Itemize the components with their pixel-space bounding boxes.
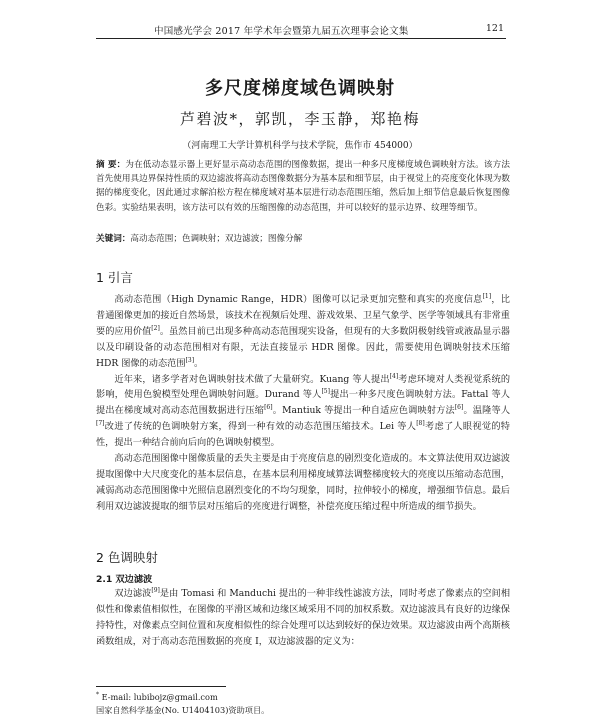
section-heading-tone-mapping: 2 色调映射: [96, 550, 158, 565]
section-heading-intro: 1 引言: [96, 270, 133, 285]
abstract-label: 摘 要：: [96, 160, 126, 170]
abstract-text: 为在低动态显示器上更好显示高动态范围的图像数据，提出一种多尺度梯度域色调映射方法。该方法首先使用具边界保持性质的双边滤波将高动态图像数据分为基本层和细节层，由于视觉上的亮度变化体现为数据的梯度变化，因此通过求解泊松方程在梯度域对基本层进行动态范围压缩，然后加上细节信息最后恢复图像色彩。实验结果表明，该方法可以有效的压缩图像的动态范围，并可以较好的显示边界、纹理等细节。: [96, 160, 510, 213]
citation: [4]: [389, 372, 399, 380]
intro-paragraph-1: 高动态范围（High Dynamic Range，HDR）图像可以记录更加完整和真实的亮度信息[1]，比普通图像更加的接近自然场景，该技术在视频后处理、游戏效果、卫星气象学、医学等领域具有非常重要的应用价值[2]。虽然目前已出现多种高动态范围现实设备，但现有的大多数阴极射线管或液晶显示器以及印刷设备的动态范围相对有限，无法直接显示 HDR 图像。因此，需要使用色调映射技术压缩 HDR 图像的动态范围[3]。: [96, 292, 510, 369]
keywords-text: 高动态范围；色调映射；双边滤波；图像分解: [130, 234, 303, 244]
paper-title: 多尺度梯度域色调映射: [205, 78, 395, 99]
citation: [1]: [482, 292, 492, 300]
page-number: 121: [485, 23, 504, 34]
citation: [3]: [185, 356, 195, 364]
citation: [9]: [151, 586, 160, 594]
bilateral-body: [96, 586, 510, 650]
intro-paragraph-2: 近年来，诸多学者对色调映射技术做了大量研究。Kuang 等人提出[4]考虑环境对人类视觉系统的影响，使用色貌模型处理色调映射问题。Durand 等人[5]提出一种多尺度色调映射方法。Fattal 等人提出在梯度域对高动态范围数据进行压缩[6]。Mantiuk 等提出一种自适应色调映射方法[6]。温隆等人[7]改进了传统的色调映射方案，得到一种有效的动态范围压缩技术。Lei 等人[8]考虑了人眼视觉的特性，提出一种结合前向后向的色调映射模型。: [96, 372, 511, 449]
keywords: [96, 232, 510, 246]
running-header: [96, 22, 506, 39]
subsection-heading-bilateral: 2.1 双边滤波: [96, 574, 153, 585]
bilateral-paragraph: 双边滤波[9]是由 Tomasi 和 Manduchi 提出的一种非线性滤波方法，同时考虑了像素点的空间相似性和像素值相似性，在图像的平滑区域和边缘区域采用不同的加权系数。双边滤波具有良好的边缘保持特性，对像素点空间位置和灰度相似性的综合处理可以达到较好的保边效果。双边滤波由两个高斯核函数组成，对于高动态范围数据的亮度 I，双边滤波器的定义为：: [96, 586, 511, 647]
journal-name: 中国感光学会 2017 年学术年会暨第九届五次理事会论文集: [154, 26, 409, 37]
footnote-rule: [96, 686, 226, 687]
intro-paragraph-3: 高动态范围图像中图像质量的丢失主要是由于亮度信息的剧烈变化造成的。本文算法使用双边滤波提取图像中大尺度变化的基本层信息，在基本层利用梯度域算法调整梯度较大的亮度以压缩动态范围，减弱高动态范围图像中光照信息剧烈变化的不均匀现象，同时，拉伸较小的梯度，增强细节信息。最后利用双边滤波提取的细节层对压缩后的亮度进行调整，补偿亮度压缩过程中所造成的细节损失。: [96, 453, 510, 512]
abstract: [96, 158, 510, 215]
author-list: 芦碧波*，郭凯，李玉静，郑艳梅: [179, 110, 420, 128]
footnote-funding: 国家自然科学基金(No. U1404103)资助项目。: [96, 705, 270, 715]
intro-body: [96, 292, 510, 515]
affiliation: （河南理工大学计算机科学与技术学院，焦作市 454000）: [182, 141, 418, 151]
citation: [8]: [416, 420, 425, 428]
citation: [2]: [151, 324, 160, 332]
citation: [7]: [96, 420, 105, 428]
citation: [5]: [321, 388, 330, 396]
footnote-email: * E-mail: lubibojz@gmail.com: [96, 691, 218, 702]
citation: [6]: [454, 404, 464, 412]
keywords-label: 关键词：: [96, 234, 131, 244]
citation: [6]: [264, 404, 273, 412]
